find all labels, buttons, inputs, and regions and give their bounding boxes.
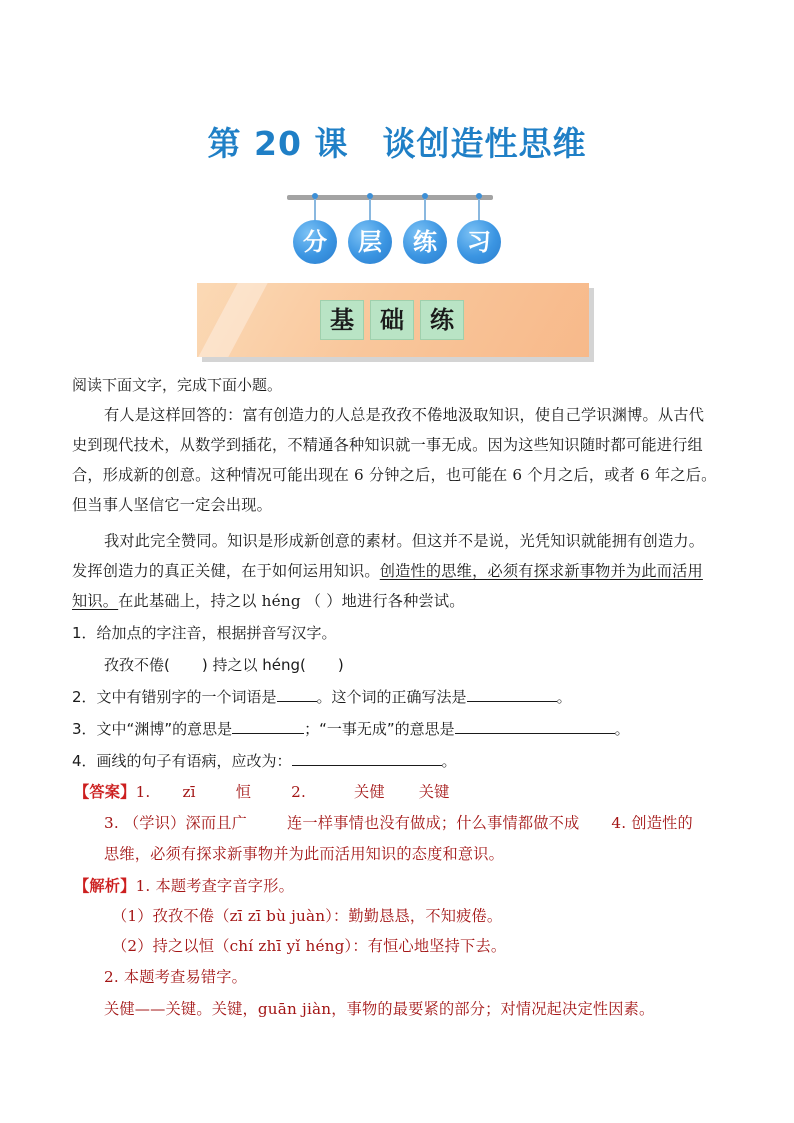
- banner-chip: 础: [370, 300, 414, 340]
- answer-text: 连一样事情也没有做成；什么事情都做不成: [287, 814, 580, 832]
- underlined-sentence: 创造性的思维，必须有探求新事物并为此而活用: [379, 562, 703, 580]
- question-3: [72, 718, 732, 739]
- q2-text: 。这个词的正确写法是: [316, 688, 467, 706]
- question-1-items: [104, 654, 764, 675]
- question-1: 1．给加点的字注音，根据拼音写汉字。: [72, 624, 337, 642]
- ball-string: [478, 198, 480, 222]
- answer-text: zī: [182, 783, 196, 801]
- section-ball: 层: [348, 220, 392, 264]
- section-ball: 练: [403, 220, 447, 264]
- q1-item-a: 孜孜不倦(: [104, 656, 170, 674]
- answer-line: [104, 812, 764, 833]
- analysis-line: [74, 875, 734, 896]
- ball-pin: [476, 193, 482, 199]
- answer-text: 3. （学识）深而且广: [104, 814, 248, 832]
- lesson-title: [0, 118, 794, 165]
- q2-text: 2．文中有错别字的一个词语是: [72, 688, 277, 706]
- ball-string: [424, 198, 426, 222]
- passage-line: [72, 590, 732, 611]
- passage-line: 但当事人坚信它一定会出现。: [72, 496, 273, 514]
- passage-line: 史到现代技术，从数学到插花，不精通各种知识就一事无成。因为这些知识随时都可能进行组: [72, 436, 703, 454]
- analysis-tag: 【解析】: [74, 877, 136, 895]
- answer-text: 关健: [354, 783, 385, 801]
- answer-line: 思维，必须有探求新事物并为此而活用知识的态度和意识。: [104, 845, 505, 863]
- answer-line: [74, 781, 734, 802]
- lesson-number: 第 20 课: [207, 124, 349, 163]
- answer-text: 4. 创造性的: [611, 814, 693, 832]
- analysis-line: 关健——关键。关键，guān jiàn，事物的最要紧的部分；对情况起决定性因素。: [104, 1000, 655, 1018]
- question-4: [72, 750, 732, 771]
- q1-item-b: ) 持之以 héng(: [201, 656, 306, 674]
- answer-blank[interactable]: [292, 751, 442, 766]
- passage-line: 合，形成新的创意。这种情况可能出现在 6 分钟之后，也可能在 6 个月之后，或者 6 年之后。: [72, 466, 717, 484]
- analysis-line: （1）孜孜不倦（zī zī bù juàn）：勤勤恳恳，不知疲倦。: [112, 907, 503, 925]
- banner-chip: 练: [420, 300, 464, 340]
- q3-text: 。: [614, 720, 630, 738]
- instruction: 阅读下面文字，完成下面小题。: [72, 376, 283, 394]
- banner-chip: 基: [320, 300, 364, 340]
- answer-blank[interactable]: [277, 687, 317, 702]
- ball-pin: [367, 193, 373, 199]
- banner-chips: [320, 300, 466, 340]
- answer-text: 2.: [291, 783, 306, 801]
- ball-pin: [312, 193, 318, 199]
- answer-text: 1.: [135, 783, 151, 801]
- answer-tag: 【答案】: [74, 783, 136, 801]
- ball-string: [314, 198, 316, 222]
- analysis-line: （2）持之以恒（chí zhī yǐ héng）：有恒心地坚持下去。: [112, 937, 507, 955]
- answer-blank[interactable]: [455, 719, 615, 734]
- section-ball: 分: [293, 220, 337, 264]
- passage-line: 我对此完全赞同。知识是形成新创意的素材。但这并不是说，光凭知识就能拥有创造力。: [104, 532, 705, 550]
- ball-string: [369, 198, 371, 222]
- q1-item-c: ): [337, 656, 344, 674]
- answer-blank[interactable]: [467, 687, 557, 702]
- passage-text: 在此基础上，持之以 héng （ ）地进行各种尝试。: [118, 592, 465, 610]
- q3-text: ；“一事无成”的意思是: [304, 720, 455, 738]
- question-2: [72, 686, 732, 707]
- passage-line: [72, 560, 732, 581]
- passage-text: 发挥创造力的真正关健，在于如何运用知识。: [72, 562, 380, 580]
- answer-blank[interactable]: [232, 719, 304, 734]
- answer-text: 关键: [418, 783, 450, 801]
- passage-line: 有人是这样回答的：富有创造力的人总是孜孜不倦地汲取知识，使自己学识渊博。从古代: [104, 406, 705, 424]
- ball-pin: [422, 193, 428, 199]
- lesson-name: 谈创造性思维: [382, 124, 587, 163]
- q4-text: 4．画线的句子有语病，应改为：: [72, 752, 292, 770]
- q3-text: 3．文中“渊博”的意思是: [72, 720, 233, 738]
- analysis-text: 1. 本题考查字音字形。: [135, 877, 294, 895]
- underlined-sentence: 知识。: [72, 592, 119, 610]
- analysis-line: 2. 本题考查易错字。: [104, 968, 248, 986]
- answer-text: 恒: [235, 783, 252, 801]
- q4-text: 。: [441, 752, 457, 770]
- section-ball: 习: [457, 220, 501, 264]
- q2-text: 。: [556, 688, 572, 706]
